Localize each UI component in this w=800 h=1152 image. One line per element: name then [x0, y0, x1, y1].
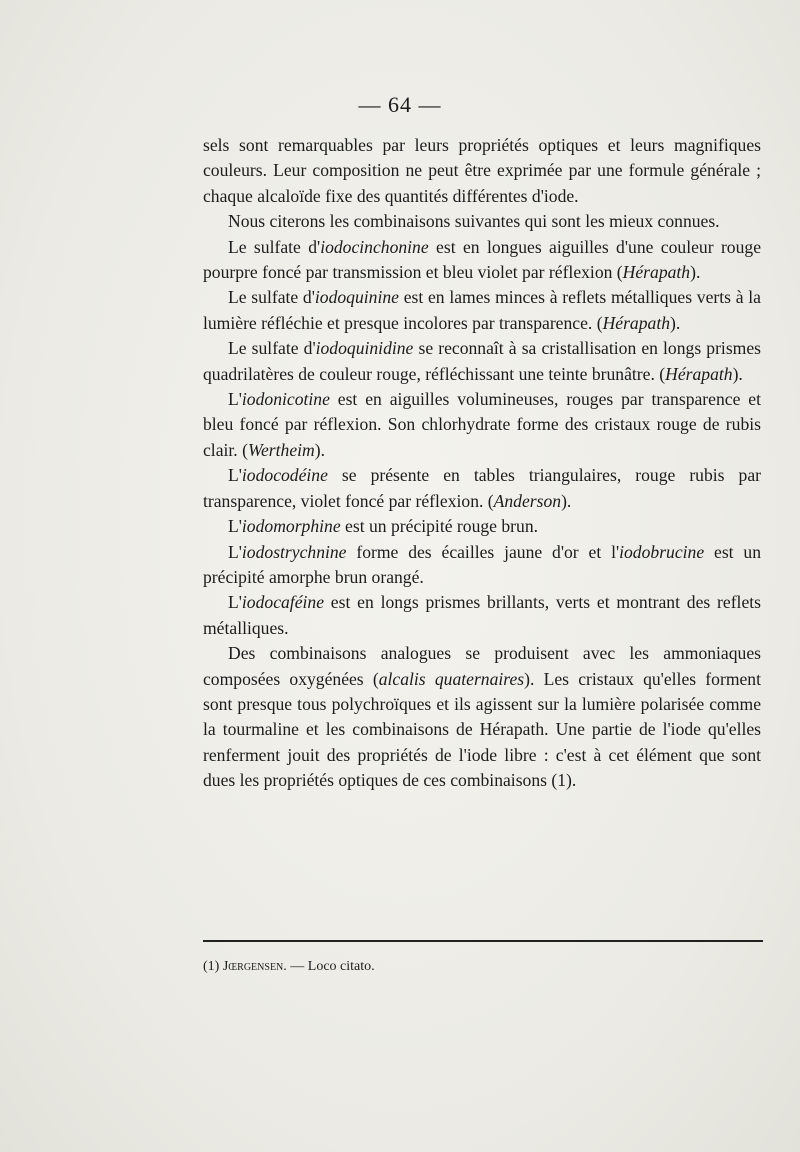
- italic-term: Wertheim: [247, 439, 315, 460]
- text-run: Des combinaisons analogues se produisent avec les ammoniaques composées oxygénées (: [203, 643, 761, 689]
- footnote-text: Loco citato.: [307, 959, 375, 974]
- italic-term: Hérapath: [665, 363, 733, 384]
- footnote-author: Jœrgensen.: [222, 959, 287, 974]
- footnote-marker: (1): [203, 959, 220, 974]
- paragraph: [203, 209, 761, 234]
- body-text: [203, 133, 761, 794]
- paragraph: [203, 336, 761, 387]
- text-run: se présente en tables triangulaires, rouge rubis par transparence, violet foncé par réflexion. (: [203, 465, 761, 511]
- paragraph: [203, 641, 761, 793]
- text-run: Nous citerons les combinaisons suivantes qui sont les mieux connues.: [228, 211, 720, 232]
- italic-term: iodomorphine: [241, 516, 341, 537]
- text-run: ).: [732, 363, 743, 384]
- paragraph: [203, 133, 761, 209]
- italic-term: iodobrucine: [619, 541, 705, 562]
- text-run: ).: [670, 312, 681, 333]
- text-run: est un précipité rouge brun.: [340, 516, 539, 537]
- italic-term: iodostrychnine: [241, 541, 347, 562]
- paragraph: [203, 590, 761, 641]
- italic-term: iodoquinine: [314, 287, 399, 308]
- text-run: ).: [690, 262, 701, 283]
- italic-term: Hérapath: [622, 262, 691, 283]
- italic-term: iodocodéine: [241, 465, 328, 486]
- text-run: forme des écailles jaune d'or et l': [346, 541, 620, 562]
- footnote: [203, 958, 763, 976]
- paragraph: [203, 463, 761, 514]
- text-run: est en lames minces à reflets métalliques verts à la lumière réfléchie et presque incolores par transparence. (: [203, 287, 761, 333]
- italic-term: iodoquinidine: [315, 338, 414, 359]
- italic-term: alcalis quaternaires: [378, 668, 525, 689]
- italic-term: Anderson: [493, 490, 562, 511]
- text-run: est en longs prismes brillants, verts et montrant des reflets métalliques.: [203, 592, 761, 638]
- text-run: L': [228, 541, 242, 562]
- paragraph: [203, 285, 761, 336]
- paragraph: [203, 540, 761, 591]
- text-run: ).: [561, 490, 572, 511]
- text-run: est en aiguilles volumineuses, rouges par transparence et bleu foncé par réflexion. Son chlorhydrate forme des cristaux rouge de rubis clair. (: [203, 389, 761, 460]
- paragraph: [203, 235, 761, 286]
- text-run: se reconnaît à sa cristallisation en longs prismes quadrilatères de couleur rouge, réfléchissant une teinte brunâtre. (: [203, 338, 762, 384]
- italic-term: Hérapath: [602, 312, 670, 333]
- text-run: Le sulfate d': [228, 287, 315, 308]
- text-run: ).: [314, 439, 326, 460]
- text-run: ). Les cristaux qu'elles forment sont presque tous polychroïques et ils agissent sur la lumière polarisée comme la tourmaline et les combinaisons de Hérapath. Une partie de l'iode qu'elles renferment jouit des propriétés de l'iode libre : c'est à cet élément que sont dues les propriétés optiques de ces combinaisons (1).: [203, 668, 761, 791]
- text-run: L': [228, 516, 242, 537]
- text-run: Le sulfate d': [228, 338, 316, 359]
- text-run: est un précipité amorphe brun orangé.: [203, 541, 761, 587]
- text-run: L': [228, 592, 242, 613]
- text-run: sels sont remarquables par leurs propriétés optiques et leurs magnifiques couleurs. Leur composition ne peut être exprimée par une formule générale ; chaque alcaloïde fixe des quantités différentes d'iode.: [203, 135, 761, 206]
- footnote-dash: —: [290, 959, 308, 974]
- paragraph: [203, 514, 761, 539]
- paragraph: [203, 387, 761, 463]
- text-run: est en longues aiguilles d'une couleur rouge pourpre foncé par transmission et bleu violet par réflexion (: [203, 236, 761, 283]
- footnote-divider: [203, 940, 763, 942]
- text-run: L': [228, 465, 242, 486]
- text-run: L': [228, 389, 242, 410]
- italic-term: iodonicotine: [241, 389, 330, 410]
- italic-term: iodocinchonine: [320, 236, 429, 257]
- page-number: — 64 —: [358, 92, 442, 117]
- italic-term: iodocaféine: [241, 592, 324, 613]
- text-run: Le sulfate d': [228, 236, 321, 257]
